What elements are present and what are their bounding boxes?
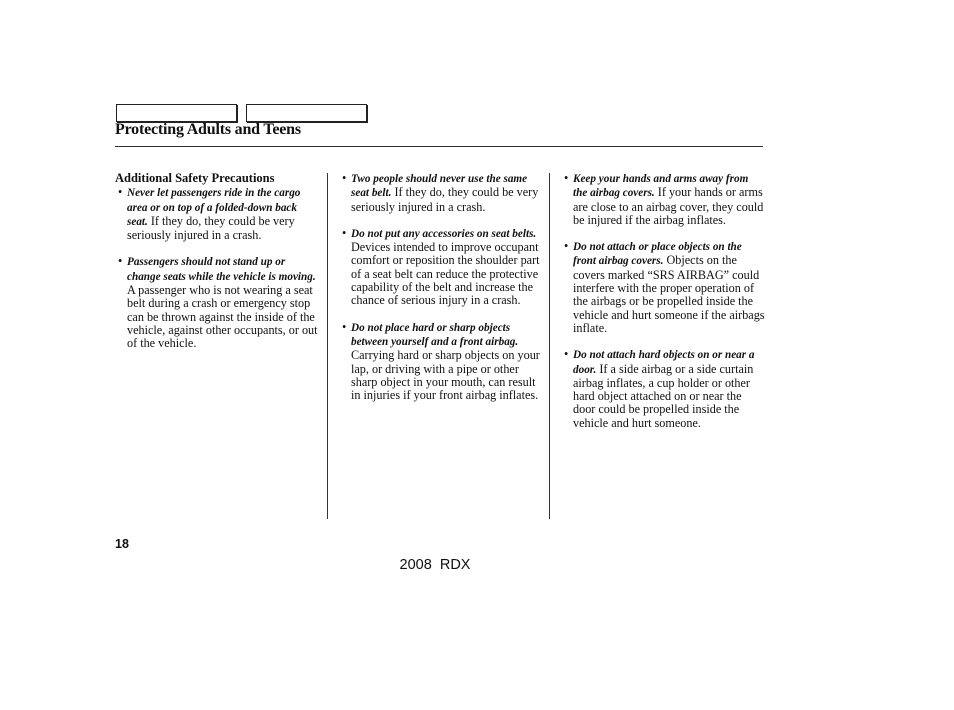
precaution-lead: Passengers should not stand up or change seats while the vehicle is moving. — [127, 256, 316, 283]
nav-tab-box-2[interactable] — [246, 104, 367, 122]
precaution-item — [561, 172, 765, 227]
precaution-text: If your hands or arms are close to an airbag cover, they could be injured if the airbag inflates. — [573, 185, 764, 227]
precaution-lead: Never let passengers ride in the cargo area or on top of a folded-down back seat. — [127, 187, 301, 228]
precaution-lead: Do not attach or place objects on the front airbag covers. — [573, 241, 742, 268]
precaution-text: If a side airbag or a side curtain airbag inflates, a cup holder or other hard object attached on or near the door could be propelled inside the vehicle and hurt someone. — [573, 361, 754, 430]
text-column-2 — [339, 172, 543, 415]
precaution-item — [115, 255, 319, 350]
precaution-item — [339, 227, 543, 308]
bullet: • — [118, 254, 123, 269]
precaution-text: Carrying hard or sharp objects on your lap, or driving with a pipe or other sharp object in your mouth, can result in injuries if your front airbag inflates. — [351, 348, 540, 403]
precaution-lead: Two people should never use the same seat belt. — [351, 173, 528, 200]
precaution-lead: Do not put any accessories on seat belts. — [351, 227, 537, 240]
precaution-item — [339, 172, 543, 214]
precaution-lead: Keep your hands and arms away from the airbag covers. — [573, 173, 749, 200]
section-heading: Additional Safety Precautions — [115, 171, 275, 185]
precaution-text: A passenger who is not wearing a seat belt during a crash or emergency stop can be thrown against the inside of the vehicle, against other occupants, or out of the vehicle. — [127, 283, 318, 351]
bullet: • — [118, 185, 123, 200]
precaution-item — [115, 186, 319, 242]
bullet: • — [564, 239, 569, 254]
precaution-item — [561, 348, 765, 430]
precaution-lead: Do not attach hard objects on or near a door. — [573, 349, 755, 376]
precaution-lead: Do not place hard or sharp objects between yourself and a front airbag. — [351, 321, 519, 348]
bullet: • — [342, 171, 347, 185]
bullet: • — [342, 319, 347, 334]
precaution-text: Devices intended to improve occupant comfort or reposition the shoulder part of a seat belt can reduce the protective capability of the belt and increase the chance of serious injury in a crash. — [351, 240, 540, 308]
bullet: • — [564, 347, 569, 362]
precaution-text: Objects on the covers marked “SRS AIRBAG” could interfere with the proper operation of the airbags or be propelled inside the vehicle and hurt someone if the airbags inflate. — [573, 253, 765, 335]
footer-model: 2008 RDX — [399, 557, 471, 573]
precaution-item — [561, 240, 765, 335]
column-divider-2 — [549, 173, 550, 519]
page-title: Protecting Adults and Teens — [115, 121, 301, 138]
precaution-text: If they do, they could be very seriously injured in a crash. — [351, 185, 539, 214]
text-column-1 — [115, 172, 319, 364]
bullet: • — [342, 225, 347, 240]
text-column-3 — [561, 172, 765, 443]
title-rule — [115, 146, 763, 147]
column-divider-1 — [327, 173, 328, 519]
precaution-item — [339, 321, 543, 403]
nav-tab-box-1[interactable] — [116, 104, 237, 122]
bullet: • — [564, 171, 569, 185]
precaution-text: If they do, they could be very seriously injured in a crash. — [127, 213, 295, 243]
page-number: 18 — [115, 537, 129, 551]
